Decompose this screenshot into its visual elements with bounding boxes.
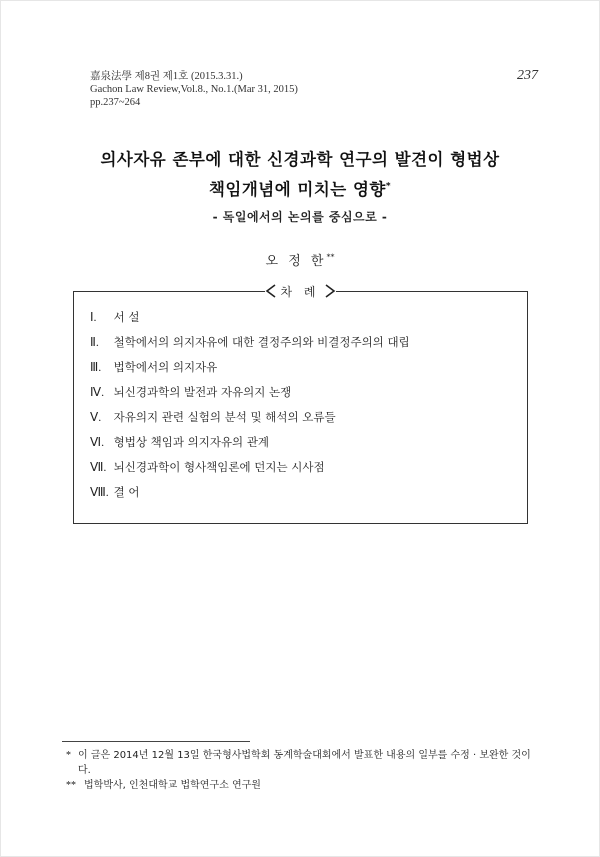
title-line-2 — [0, 176, 600, 200]
left-angle-icon — [263, 284, 277, 298]
toc-item — [90, 430, 510, 455]
title-line-1: 의사자유 존부에 대한 신경과학 연구의 발견이 형법상 — [100, 150, 500, 169]
footnotes — [66, 748, 536, 793]
footnote-mark: * — [66, 750, 71, 761]
right-angle-icon — [324, 284, 338, 298]
toc-item-text: 결 어 — [113, 485, 140, 499]
footnote — [66, 778, 536, 793]
toc-item — [90, 455, 510, 480]
toc-item — [90, 330, 510, 355]
toc-label: 차 례 — [277, 283, 324, 300]
toc-item-number: Ⅲ. — [90, 360, 102, 374]
toc-item-text: 뇌신경과학의 발전과 자유의지 논쟁 — [113, 385, 292, 399]
title-line-2-text: 책임개념에 미치는 영향 — [208, 180, 386, 199]
toc-item-number: Ⅳ. — [90, 385, 105, 399]
page-number: 237 — [517, 68, 538, 83]
footnote — [66, 748, 536, 778]
toc-item — [90, 380, 510, 405]
toc-header — [0, 283, 600, 300]
footnote-divider — [62, 741, 250, 742]
toc-item — [90, 480, 510, 505]
toc-item-number: Ⅷ. — [90, 485, 109, 499]
journal-line-1: 嘉泉法學 제8권 제1호 (2015.3.31.) — [90, 71, 243, 82]
journal-info — [90, 70, 298, 109]
author-footnote-mark: ** — [326, 252, 335, 262]
toc-item-text: 서 설 — [113, 310, 140, 324]
toc-item-number: Ⅱ. — [90, 335, 99, 349]
toc-item — [90, 355, 510, 380]
footnote-mark: ** — [66, 780, 76, 791]
toc-item-text: 뇌신경과학이 형사책임론에 던지는 시사점 — [113, 460, 325, 474]
footnote-text: 이 글은 2014년 12월 13일 한국형사법학회 동계학술대회에서 발표한 내용의 일부를 수정 · 보완한 것이다. — [78, 750, 531, 776]
footnote-text: 법학박사, 인천대학교 법학연구소 연구원 — [84, 780, 261, 791]
toc-item-text: 법학에서의 의지자유 — [113, 360, 218, 374]
toc-item-text: 철학에서의 의지자유에 대한 결정주의와 비결정주의의 대립 — [113, 335, 410, 349]
author — [0, 250, 600, 269]
toc-item-number: Ⅶ. — [90, 460, 107, 474]
toc-item-number: Ⅰ. — [90, 310, 97, 324]
toc-list — [90, 305, 510, 505]
toc-item — [90, 305, 510, 330]
toc-item-text: 자유의지 관련 실험의 분석 및 해석의 오류들 — [113, 410, 336, 424]
subtitle: - 독일에서의 논의를 중심으로 - — [212, 210, 388, 224]
toc-item-number: Ⅴ. — [90, 410, 102, 424]
author-name: 오 정 한 — [265, 254, 327, 269]
toc-item — [90, 405, 510, 430]
toc-item-text: 형법상 책임과 의지자유의 관계 — [113, 435, 270, 449]
journal-line-2: Gachon Law Review,Vol.8., No.1.(Mar 31, 2015) — [90, 84, 298, 95]
toc-item-number: Ⅵ. — [90, 435, 105, 449]
title-footnote-mark: * — [385, 181, 392, 192]
journal-line-3: pp.237~264 — [90, 97, 141, 108]
